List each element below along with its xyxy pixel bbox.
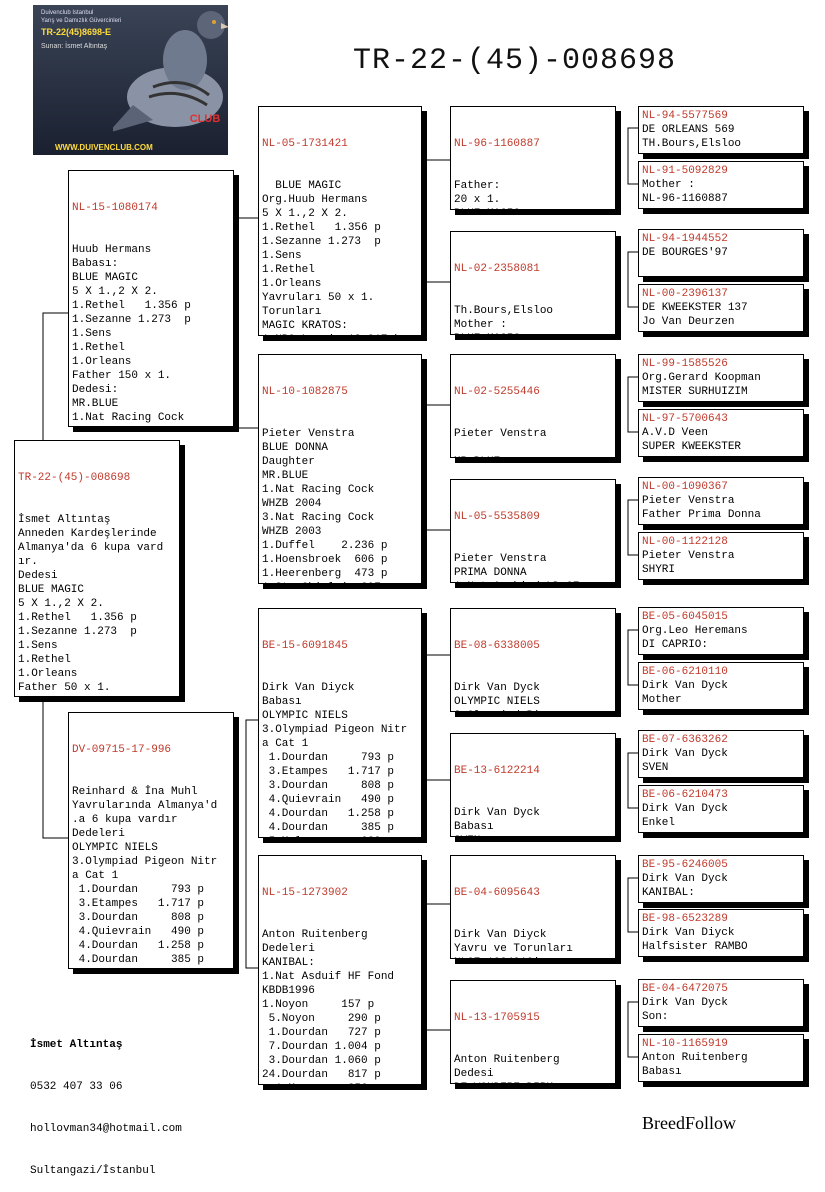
ring-number: NL-15-1080174	[72, 202, 158, 214]
pedigree-text-line: SVEN	[642, 762, 669, 774]
pedigree-text-line: Dirk Van Diyck	[262, 682, 355, 694]
pedigree-text-line: Th.Bours,Elsloo	[454, 305, 554, 317]
pedigree-text-line: 1.Orleans	[72, 356, 132, 368]
pedigree-text-line: A.V.D Veen	[642, 427, 709, 439]
ancestor-card	[638, 354, 804, 402]
pedigree-text-line: 3.Etampes 1.717 p	[262, 766, 395, 778]
great-grandparent-card	[450, 479, 616, 583]
pedigree-text-line: Dirk Van Dyck	[642, 803, 728, 815]
pedigree-text-line: Pieter Venstra	[454, 553, 547, 565]
owner-name: İsmet Altıntaş	[30, 1039, 123, 1051]
pedigree-text-line: KBDB1996	[262, 985, 315, 997]
ring-number: NL-99-1585526	[642, 358, 728, 370]
pedigree-text-line	[454, 580, 612, 583]
pedigree-text-line: Mother	[642, 694, 682, 706]
pedigree-text-line: Dirk Van Dyck	[642, 997, 728, 1009]
ring-number: NL-13-1705915	[454, 1012, 540, 1024]
ring-number: NL-91-5092829	[642, 165, 728, 177]
pedigree-text-line: 4.Dourdan 1.258 p	[262, 808, 395, 820]
ring-number: NL-96-1160887	[454, 138, 540, 150]
pedigree-text-line	[262, 581, 418, 584]
ancestor-card	[638, 662, 804, 710]
ring-number: BE-04-6095643	[454, 887, 540, 899]
pedigree-text-line: Jo Van Deurzen	[642, 316, 735, 328]
ring-number: NL-94-5577569	[642, 110, 728, 122]
pedigree-text-line: 1.Sens	[262, 250, 302, 262]
pedigree-text-line: 24.Dourdan 817 p	[262, 1069, 381, 1081]
ring-number: BE-04-6472075	[642, 983, 728, 995]
great-grandparent-card	[450, 733, 616, 837]
pedigree-text-line	[642, 260, 800, 274]
ring-number: DV-09715-17-996	[72, 744, 172, 756]
pedigree-text-line: Pieter Venstra	[642, 495, 735, 507]
pedigree-text-line: 1.Sens	[18, 640, 58, 652]
ring-number: NL-05-1731421	[262, 138, 348, 150]
pedigree-text-line: BLUE MAGIC	[72, 272, 139, 284]
pedigree-text-line: 5 X 1.,2 X 2.	[18, 598, 104, 610]
pedigree-text-line: 3.Nat Racing Cock	[262, 512, 375, 524]
grandparent-card	[258, 354, 422, 584]
pedigree-text-line: Anton Ruitenberg	[454, 1054, 560, 1066]
pedigree-text-line	[18, 695, 176, 697]
ring-number: NL-10-1165919	[642, 1038, 728, 1050]
ancestor-card	[638, 1034, 804, 1082]
dam-card	[68, 712, 234, 969]
pedigree-text-line: 1.Dourdan 793 p	[262, 752, 395, 764]
pedigree-text-line: Dedesi:	[72, 384, 119, 396]
pedigree-text-line: 3.Etampes 1.717 p	[72, 898, 205, 910]
ring-number: NL-97-5700643	[642, 413, 728, 425]
ring-number: NL-00-1090367	[642, 481, 728, 493]
ancestor-card	[638, 979, 804, 1027]
logo-owner-text: Sunan: İsmet Altıntaş	[41, 43, 108, 50]
pedigree-text-line: Yavrularında Almanya'd	[72, 800, 218, 812]
subject-pigeon-card	[14, 440, 180, 697]
pedigree-text-line: 5 X 1.,2 X 2.	[72, 286, 158, 298]
owner-email: hollovman34@hotmail.com	[30, 1123, 182, 1135]
pedigree-text-line	[262, 1082, 418, 1085]
ring-number: BE-95-6246005	[642, 859, 728, 871]
pedigree-text-line: DI CAPRIO:	[642, 639, 709, 651]
pedigree-text-line	[262, 333, 418, 336]
pedigree-text-line: Yavruları 50 x 1.	[262, 292, 375, 304]
great-grandparent-card	[450, 608, 616, 712]
pedigree-text-line: Anton Ruitenberg	[262, 929, 368, 941]
pedigree-text-line: Father:	[454, 180, 501, 192]
pedigree-text-line: 1.Duffel 2.236 p	[262, 540, 388, 552]
pedigree-text-line: Dirk Van Diyck	[642, 927, 735, 939]
ancestor-card	[638, 106, 804, 154]
pedigree-text-line: BLUE MAGIC	[18, 584, 85, 596]
pedigree-text-line: Mother :	[642, 179, 695, 191]
ancestor-card	[638, 532, 804, 580]
pedigree-text-line: 1.Noyon 157 p	[262, 999, 375, 1011]
ring-number: BE-05-6045015	[642, 611, 728, 623]
pedigree-text-line: DE KWEEKSTER 137	[642, 302, 748, 314]
pedigree-text-line: Org.Huub Hermans	[262, 194, 368, 206]
great-grandparent-card	[450, 855, 616, 959]
pedigree-text-line: 1.Heerenberg 473 p	[262, 568, 388, 580]
logo-website-text: WWW.DUIVENCLUB.COM	[55, 143, 153, 152]
great-grandparent-card	[450, 354, 616, 458]
ring-number: NL-05-5535809	[454, 511, 540, 523]
pedigree-text-line: 4.Quievrain 490 p	[72, 926, 205, 938]
pedigree-text-line: WHZB 2003	[262, 526, 322, 538]
pedigree-text-line: 1.Sezanne 1.273 p	[72, 314, 191, 326]
pedigree-text-line: 1.Rethel	[72, 342, 125, 354]
owner-phone: 0532 407 33 06	[30, 1081, 123, 1093]
pedigree-text-line	[454, 834, 612, 837]
ring-number: NL-02-5255446	[454, 386, 540, 398]
pedigree-text-line: 1.Sens	[72, 328, 112, 340]
grandparent-card	[258, 106, 422, 336]
pedigree-text-line: Anton Ruitenberg	[642, 1052, 748, 1064]
pedigree-text-line: 3.Dourdan 808 p	[72, 912, 205, 924]
pedigree-text-line: Yavru ve Torunları	[454, 943, 573, 955]
pedigree-text-line	[454, 207, 612, 210]
pedigree-text-line: Org.Gerard Koopman	[642, 372, 761, 384]
pedigree-text-line: OLYMPIC NIELS	[454, 696, 540, 708]
pedigree-text-line: DE ORLEANS 569	[642, 124, 735, 136]
pedigree-text-line: 7.Dourdan 1.004 p	[262, 1041, 381, 1053]
pedigree-text-line: Dedeleri	[72, 828, 125, 840]
pedigree-text-line: 1.Rethel 1.356 p	[18, 612, 137, 624]
grandparent-card	[258, 608, 422, 838]
pedigree-text-line: Dirk Van Dyck	[642, 748, 728, 760]
pedigree-text-line: Father 50 x 1.	[18, 682, 111, 694]
pedigree-text-line: Pieter Venstra	[454, 428, 547, 440]
pedigree-text-line: 20 x 1.	[454, 194, 501, 206]
pedigree-text-line: İsmet Altıntaş	[18, 514, 111, 526]
logo-header-text: Duivenclub Istanbul Yarış ve Damızlık Güvercinleri	[41, 10, 122, 24]
ring-number: BE-98-6523289	[642, 913, 728, 925]
ring-number: BE-13-6122214	[454, 765, 540, 777]
owner-contact-block	[30, 1010, 182, 1192]
ring-number: TR-22-(45)-008698	[18, 472, 131, 484]
breedfollow-brand: BreedFollow	[642, 1113, 736, 1133]
pedigree-text-line	[454, 709, 612, 712]
pedigree-text-line: MR.BLUE	[72, 398, 119, 410]
pedigree-text-line: 4.Dourdan 385 p	[72, 954, 205, 966]
pedigree-text-line: Babası	[642, 1066, 682, 1078]
ancestor-card	[638, 855, 804, 903]
ring-number: NL-02-2358081	[454, 263, 540, 275]
pedigree-text-line: Dedesi	[18, 570, 58, 582]
great-grandparent-card	[450, 980, 616, 1084]
ancestor-card	[638, 409, 804, 457]
pedigree-text-line: WHZB 2004	[262, 498, 322, 510]
pedigree-text-line: Dedesi	[454, 1068, 494, 1080]
pedigree-text-line: Dirk Van Dyck	[454, 682, 540, 694]
pedigree-text-line: 4.Dourdan 1.258 p	[72, 940, 205, 952]
ancestor-card	[638, 161, 804, 209]
ancestor-card	[638, 785, 804, 833]
pedigree-text-line: 4.Dourdan 385 p	[262, 822, 395, 834]
pedigree-text-line: MR.BLUE	[262, 470, 309, 482]
pedigree-text-line: Dirk Van Dyck	[454, 807, 540, 819]
pedigree-text-line: a Cat 1	[262, 738, 309, 750]
ring-number: BE-06-6210473	[642, 789, 728, 801]
pedigree-text-line: 1.Dourdan 727 p	[262, 1027, 381, 1039]
pedigree-text-line: 3.Olympiad Pigeon Nitr	[72, 856, 218, 868]
pedigree-text-line: Mother :	[454, 319, 507, 331]
pedigree-text-line: Pieter Venstra	[642, 550, 735, 562]
ring-number: BE-08-6338005	[454, 640, 540, 652]
ring-number: NL-94-1944552	[642, 233, 728, 245]
pedigree-text-line: Enkel	[642, 817, 676, 829]
pedigree-text-line: Babası:	[72, 258, 119, 270]
duivenclub-logo	[33, 5, 228, 155]
pedigree-text-line: 1.Hoensbroek 606 p	[262, 554, 388, 566]
pedigree-text-line: 1.Orleans	[262, 278, 322, 290]
pedigree-text-line: 3.Dourdan 808 p	[262, 780, 395, 792]
pedigree-text-line: Dirk Van Dyck	[642, 680, 728, 692]
owner-city: Sultangazi/İstanbul	[30, 1165, 156, 1177]
pedigree-text-line	[72, 425, 230, 427]
pedigree-text-line: PRIMA DONNA	[454, 567, 527, 579]
pedigree-text-line: 1.Rethel	[18, 654, 71, 666]
pedigree-text-line: 1.Rethel 1.356 p	[72, 300, 191, 312]
pedigree-text-line: 3.Dourdan 1.060 p	[262, 1055, 381, 1067]
pedigree-text-line: BLUE MAGIC	[262, 180, 342, 192]
great-grandparent-card	[450, 106, 616, 210]
pedigree-text-line	[454, 441, 612, 455]
pedigree-text-line: BLUE DONNA	[262, 442, 329, 454]
logo-ring-text: TR-22(45)8698-E	[41, 27, 112, 37]
ring-number: BE-06-6210110	[642, 666, 728, 678]
pedigree-text-line: Babası	[454, 821, 494, 833]
ring-number: BE-07-6363262	[642, 734, 728, 746]
pedigree-text-line: Org.Leo Heremans	[642, 625, 748, 637]
pedigree-text-line: Father 150 x 1.	[72, 370, 172, 382]
pedigree-text-line: MISTER SURHUIZIM	[642, 386, 748, 398]
pedigree-text-line: Reinhard & İna Muhl	[72, 786, 198, 798]
pedigree-text-line	[454, 332, 612, 335]
pedigree-text-line: 1.Dourdan 793 p	[72, 884, 205, 896]
pedigree-text-line: 1.Rethel	[262, 264, 315, 276]
pedigree-text-line: Huub Hermans	[72, 244, 152, 256]
pedigree-text-line: .a 6 kupa vardır	[72, 814, 178, 826]
ancestor-card	[638, 730, 804, 778]
pedigree-text-line: Father Prima Donna	[642, 509, 761, 521]
ancestor-card	[638, 284, 804, 332]
pedigree-text-line: 1.Nat Racing Cock	[262, 484, 375, 496]
ring-number: BE-15-6091845	[262, 640, 348, 652]
pedigree-text-line: Pieter Venstra	[262, 428, 355, 440]
sire-card	[68, 170, 234, 427]
logo-club-text: CLUB	[189, 113, 221, 125]
pedigree-text-line: 4.Quievrain 490 p	[262, 794, 395, 806]
ancestor-card	[638, 477, 804, 525]
pedigree-text-line: 1.Nat Asduif HF Fond	[262, 971, 395, 983]
pedigree-text-line: 1.Sezanne 1.273 p	[262, 236, 381, 248]
pedigree-text-line	[454, 1081, 612, 1084]
ancestor-card	[638, 607, 804, 655]
pedigree-text-line: 1.Orleans	[18, 668, 78, 680]
pedigree-text-line: KANIBAL:	[642, 887, 695, 899]
pedigree-text-line	[454, 956, 612, 959]
pedigree-text-line: ır.	[18, 556, 38, 568]
pedigree-text-line: Torunları	[262, 306, 322, 318]
pedigree-text-line: a Cat 1	[72, 870, 119, 882]
pedigree-text-line: DE BOURGES'97	[642, 247, 728, 259]
pedigree-text-line: Dirk Van Diyck	[454, 929, 547, 941]
pedigree-text-line	[72, 967, 230, 969]
pedigree-text-line: 3.Olympiad Pigeon Nitr	[262, 724, 408, 736]
pedigree-text-line: Halfsister RAMBO	[642, 941, 748, 953]
ring-number: NL-15-1273902	[262, 887, 348, 899]
ancestor-card	[638, 229, 804, 277]
pedigree-text-line	[454, 455, 612, 458]
pedigree-text-line: OLYMPIC NIELS	[262, 710, 348, 722]
ancestor-card	[638, 909, 804, 957]
pedigree-text-line: TH.Bours,Elsloo	[642, 138, 742, 150]
pedigree-text-line: Daughter	[262, 456, 315, 468]
pedigree-text-line: 5 X 1.,2 X 2.	[262, 208, 348, 220]
pedigree-text-line: Dedeleri	[262, 943, 315, 955]
pedigree-text-line: Babası	[262, 696, 302, 708]
ring-number: NL-10-1082875	[262, 386, 348, 398]
great-grandparent-card	[450, 231, 616, 335]
pedigree-text-line: Anneden Kardeşlerinde	[18, 528, 157, 540]
pedigree-text-line: 1.Sezanne 1.273 p	[18, 626, 137, 638]
pedigree-text-line: 5.Noyon 290 p	[262, 1013, 381, 1025]
ring-number: NL-00-2396137	[642, 288, 728, 300]
pedigree-text-line: Son:	[642, 1011, 669, 1023]
pedigree-text-line: 1.Rethel 1.356 p	[262, 222, 381, 234]
grandparent-card	[258, 855, 422, 1085]
pedigree-text-line: SUPER KWEEKSTER	[642, 441, 742, 453]
page-title: TR-22-(45)-008698	[353, 44, 677, 78]
pedigree-text-line: Almanya'da 6 kupa vard	[18, 542, 164, 554]
pedigree-text-line	[262, 835, 418, 838]
pedigree-text-line: SHYRI	[642, 564, 676, 576]
pedigree-text-line: OLYMPIC NIELS	[72, 842, 158, 854]
pedigree-text-line: KANIBAL:	[262, 957, 315, 969]
pedigree-text-line: 1.Nat Racing Cock	[72, 412, 185, 424]
pedigree-text-line: NL-96-1160887	[642, 193, 728, 205]
ring-number: NL-00-1122128	[642, 536, 728, 548]
pedigree-text-line: Dirk Van Dyck	[642, 873, 728, 885]
pedigree-text-line: MAGIC KRATOS:	[262, 320, 348, 332]
